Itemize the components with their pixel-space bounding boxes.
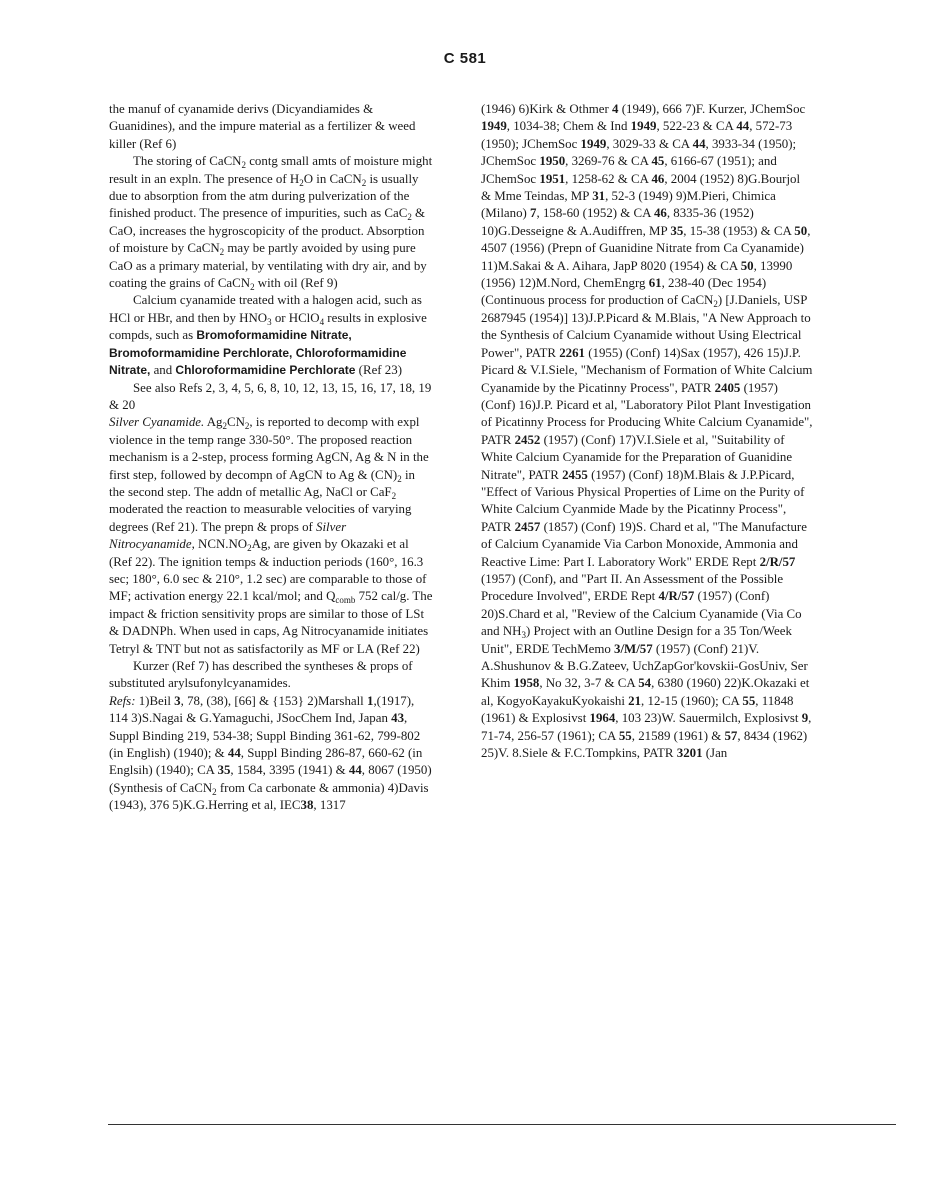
text: from Ca carbonate & ammonia) 4)Davis (1943), 376 5)K.G.Herring et al, IEC <box>109 780 429 813</box>
text: , 158-60 (1952) & CA <box>536 206 654 221</box>
text: or HClO <box>271 310 320 325</box>
right-column <box>481 101 813 762</box>
text: , 1034-38; Chem & Ind <box>506 119 631 134</box>
text: O in CaCN <box>303 171 362 186</box>
bold-report-number: 2/R/57 <box>759 554 796 569</box>
bold-volume: 1950 <box>539 154 566 169</box>
text: NCN.NO <box>194 537 248 552</box>
subscript: 2 <box>397 473 402 484</box>
bold-volume: 31 <box>592 189 606 204</box>
bold-volume: 35 <box>670 223 684 238</box>
text: , 3269-76 & CA <box>565 154 652 169</box>
bold-report-number: 4/R/57 <box>658 589 695 604</box>
text: (1957) (Conf), and "Part II. An Assessment of the Possible Procedure Involved", ERDE Rept <box>481 571 784 604</box>
text: , 71-74, 256-57 (1961); CA <box>481 711 812 743</box>
footer-rule <box>108 1124 896 1125</box>
text: (1857) (Conf) 19)S. Chard et al, "The Manufacture of Calcium Cyanamide Via Carbon Monoxide, Ammonia and Reactive Lime: Part I. Laboratory Work" ERDE Rept <box>481 519 807 569</box>
text: 1)Beil <box>135 693 175 708</box>
bold-volume: 7 <box>530 206 537 221</box>
text: , 52-3 (1949) 9)M.Pieri, Chimica (Milano) <box>481 189 776 221</box>
text: ,(1917), 114 3)S.Nagai & G.Yamaguchi, JSocChem Ind, Japan <box>109 693 415 726</box>
text: Ag, are given by Okazaki et al (Ref 22). The ignition temps & induction periods (160°, 16.3 sec; 180°, 6.0 sec & 210°, 1.2 sec) are comparable to those of MF; activation energy 22.1 kcal/mol; and Q <box>109 537 427 604</box>
text: , 1258-62 & CA <box>565 171 652 186</box>
text: , 2004 (1952) 8)G.Bourjol & Mme Teindas, MP <box>481 171 801 204</box>
bold-volume: 1964 <box>589 711 616 726</box>
bold-volume: 43 <box>391 711 405 726</box>
left-column <box>109 101 433 815</box>
text: ) Project with an Outline Design for a 35 Ton/Week Unit", ERDE TechMemo <box>481 624 792 656</box>
text: , 78, (38), [66] & {153} 2)Marshall <box>180 693 367 708</box>
subscript: comb <box>335 595 356 606</box>
text: , 3933-34 (1950); JChemSoc <box>481 136 797 169</box>
bold-volume: 55 <box>618 728 632 743</box>
bold-volume: 55 <box>742 693 756 708</box>
refs-label: Refs: <box>109 693 136 708</box>
text: , is reported to decomp with expl violence in the temp range 330-50°. The proposed reaction mechanism is a 2-step, process forming AgCN, Ag & N in the first step, followed by decompn of AgCN to Ag & (CN) <box>109 415 429 482</box>
bold-volume: 54 <box>638 676 652 691</box>
text: , 238-40 (Dec 1954) (Continuous process for production of CaCN <box>481 276 767 308</box>
bold-volume: 44 <box>736 119 750 134</box>
text: , 3029-33 & CA <box>606 136 693 151</box>
text: , 1317 <box>313 798 346 813</box>
bold-volume: 4 <box>612 102 619 116</box>
subscript: 2 <box>219 247 225 258</box>
bold-volume: 21 <box>628 693 642 708</box>
text: (1957) (Conf) 21)V. A.Shushunov & B.G.Zateev, UchZapGor'kovskii-GosUniv, Ser Khim <box>481 641 808 691</box>
text: (1949), 666 7)F. Kurzer, JChemSoc <box>618 102 806 116</box>
text: results in explosive compds, such as <box>109 310 427 343</box>
bold-compound-name: Chloroformamidine Perchlorate <box>175 363 356 378</box>
text: contg small amts of moisture might result in an expln. The presence of H <box>109 154 433 186</box>
italic-term: Silver Nitrocyanamide, <box>109 519 347 552</box>
bold-volume: 38 <box>300 798 314 813</box>
text: (1957) (Conf) 20)S.Chard et al, "Review of the Calcium Cyanamide (Via Co and NH <box>481 589 802 639</box>
bold-volume: 1958 <box>513 676 540 691</box>
text: Calcium cyanamide treated with a halogen acid, such as HCl or HBr, and then by HNO <box>109 293 422 325</box>
paragraph-storage <box>109 153 433 292</box>
text: (1955) (Conf) 14)Sax (1957), 426 15)J.P. Picard & V.I.Siele, "Mechanism of Formation of White Calcium Cyanamide by the Picatinny Process", PATR <box>481 345 813 395</box>
bold-volume: 50 <box>794 223 808 238</box>
text: , 21589 (1961) & <box>631 728 725 743</box>
subscript: 3 <box>521 630 526 641</box>
bold-volume: 44 <box>348 763 362 778</box>
bold-report-number: 2261 <box>559 345 585 360</box>
references-start <box>109 693 433 815</box>
bold-report-number: 3201 <box>676 746 703 761</box>
bold-volume: 1949 <box>481 119 507 134</box>
subscript: 2 <box>391 490 397 501</box>
bold-volume: 46 <box>651 171 665 186</box>
bold-volume: 44 <box>227 746 241 761</box>
bold-volume: 1951 <box>539 171 566 186</box>
bold-volume: 50 <box>740 258 754 273</box>
text: , 8434 (1962) 25)V. 8.Siele & F.C.Tompkins, PATR <box>481 728 808 761</box>
subscript: 2 <box>299 177 304 188</box>
subscript: 2 <box>361 177 367 188</box>
text: , 11848 (1961) & Explosivst <box>481 693 794 726</box>
subscript: 2 <box>212 786 217 797</box>
text: , 13990 (1956) 12)M.Nord, ChemEngrg <box>481 258 793 291</box>
text: Ag <box>204 415 223 430</box>
text: (1957) (Conf) 16)J.P. Picard et al, "Laboratory Pilot Plant Investigation of Picatinny Process for Producing White Calcium Cyanamide", PATR <box>481 380 813 447</box>
text: CN <box>227 415 245 430</box>
text: , 4507 (1956) (Prepn of Guanidine Nitrate from Ca Cyanamide) 11)M.Sakai & A. Aihara, JapP 8020 (1954) & CA <box>481 223 811 273</box>
text: in the second step. The addn of metallic Ag, NaCl or CaF <box>109 467 415 499</box>
text: , 6166-67 (1951); and JChemSoc <box>481 154 777 186</box>
bold-volume: 1949 <box>580 136 607 151</box>
text: , 8067 (1950) (Synthesis of CaCN <box>109 763 432 795</box>
text: , 103 23)W. Sauermilch, Explosivst <box>615 711 802 726</box>
paragraph-see-also: See also Refs 2, 3, 4, 5, 6, 8, 10, 12, 13, 15, 16, 17, 18, 19 & 20 <box>109 380 432 412</box>
text: is usually due to absorption from the atm during pulverization of the finished product. The presence of impurities, such as CaC <box>109 171 419 221</box>
subscript: 2 <box>713 299 718 310</box>
subscript: 2 <box>407 212 412 223</box>
text: , Suppl Binding 286-87, 660-62 (in Englsih) (1940); CA <box>109 746 423 778</box>
text: , 8335-36 (1952) 10)G.Desseigne & A.Audiffren, MP <box>481 206 754 238</box>
text: , 1584, 3395 (1941) & <box>230 763 349 778</box>
bold-volume: 61 <box>648 276 662 291</box>
bold-volume: 1949 <box>630 119 657 134</box>
subscript: 2 <box>244 421 250 432</box>
subscript: 3 <box>267 316 272 327</box>
subscript: 2 <box>222 421 227 432</box>
references-continued <box>481 101 813 762</box>
text: and <box>150 363 176 378</box>
text: , No 32, 3-7 & CA <box>539 676 639 691</box>
text: The storing of CaCN <box>133 154 242 169</box>
bold-report-number: 2405 <box>714 380 741 395</box>
text: (1946) 6)Kirk & Othmer <box>481 102 613 116</box>
bold-report-number: 3/M/57 <box>614 641 653 656</box>
paragraph-kurzer: Kurzer (Ref 7) has described the syntheses & props of substituted arylsufonylcyanamides. <box>109 659 413 691</box>
subscript: 4 <box>319 316 325 327</box>
subscript: 2 <box>250 282 255 293</box>
paragraph-intro: the manuf of cyanamide derivs (Dicyandiamides & Guanidines), and the impure material as a fertilizer & weed killer (Ref 6) <box>109 102 416 151</box>
text: with oil (Ref 9) <box>254 276 338 291</box>
bold-volume: 35 <box>217 763 231 778</box>
bold-volume: 57 <box>724 728 738 743</box>
bold-report-number: 2457 <box>514 519 541 534</box>
text: (Ref 23) <box>355 363 402 378</box>
text: , 15-38 (1953) & CA <box>683 223 795 238</box>
subscript: 2 <box>247 543 252 554</box>
text: (Jan <box>702 746 728 761</box>
bold-compound-names: Bromoformamidine Nitrate, Bromoformamidine Perchlorate, Chloroformamidine Nitrate, <box>109 328 407 378</box>
bold-volume: 3 <box>174 693 181 708</box>
bold-report-number: 2452 <box>514 432 541 447</box>
bold-volume: 46 <box>653 206 667 221</box>
subscript: 2 <box>241 160 246 171</box>
page-number: C 581 <box>443 50 487 67</box>
paragraph-silver-cyanamide <box>109 414 433 658</box>
text: , 522-23 & CA <box>656 119 737 134</box>
text: may be partly avoided by using pure CaO as a primary material, by ventilating with dry air, and by coating the grains of CaCN <box>109 241 427 291</box>
bold-volume: 1 <box>367 693 374 708</box>
text: , Suppl Binding 219, 534-38; Suppl Binding 361-62, 799-802 (in English) (1940); & <box>109 711 421 761</box>
text: , 12-15 (1960); CA <box>641 693 743 708</box>
text: moderated the reaction to measurable velocities of varying degrees (Ref 21). The prepn & props of <box>109 502 412 534</box>
bold-volume: 45 <box>651 154 665 169</box>
text: ) [J.Daniels, USP 2687945 (1954)] 13)J.P.Picard & M.Blais, "A New Approach to the Synthesis of Calcium Cyanamide without Using Electrical Power", PATR <box>481 293 811 360</box>
text: 752 cal/g. The impact & friction sensitivity props are similar to those of LSt & DADNPh. When used in caps, Ag Nitrocyanamide initiates Tetryl & TNT but not as satisfactorily as MF or LA (Ref 22) <box>109 589 433 656</box>
italic-heading: Silver Cyanamide. <box>109 415 205 430</box>
text: , 572-73 (1950); JChemSoc <box>481 119 793 151</box>
text: (1957) (Conf) 17)V.I.Siele et al, "Suitability of White Calcium Cyanamide for the Preparation of Guanidine Nitrate", PATR <box>481 432 793 482</box>
bold-report-number: 2455 <box>562 467 588 482</box>
text: , 6380 (1960) 22)K.Okazaki et al, KogyoKayakuKyokaishi <box>481 676 810 708</box>
bold-volume: 9 <box>801 711 809 726</box>
text: (1957) (Conf) 18)M.Blais & J.P.Picard, "Effect of Various Physical Properties of Lime on the Purity of White Calcium Cyanmide Made by the Picatinny Process", PATR <box>481 467 805 534</box>
paragraph-halogen <box>109 292 433 379</box>
bold-volume: 44 <box>692 136 706 151</box>
text: & CaO, increases the hygroscopicity of the product. Absorption of moisture by CaCN <box>109 206 426 256</box>
